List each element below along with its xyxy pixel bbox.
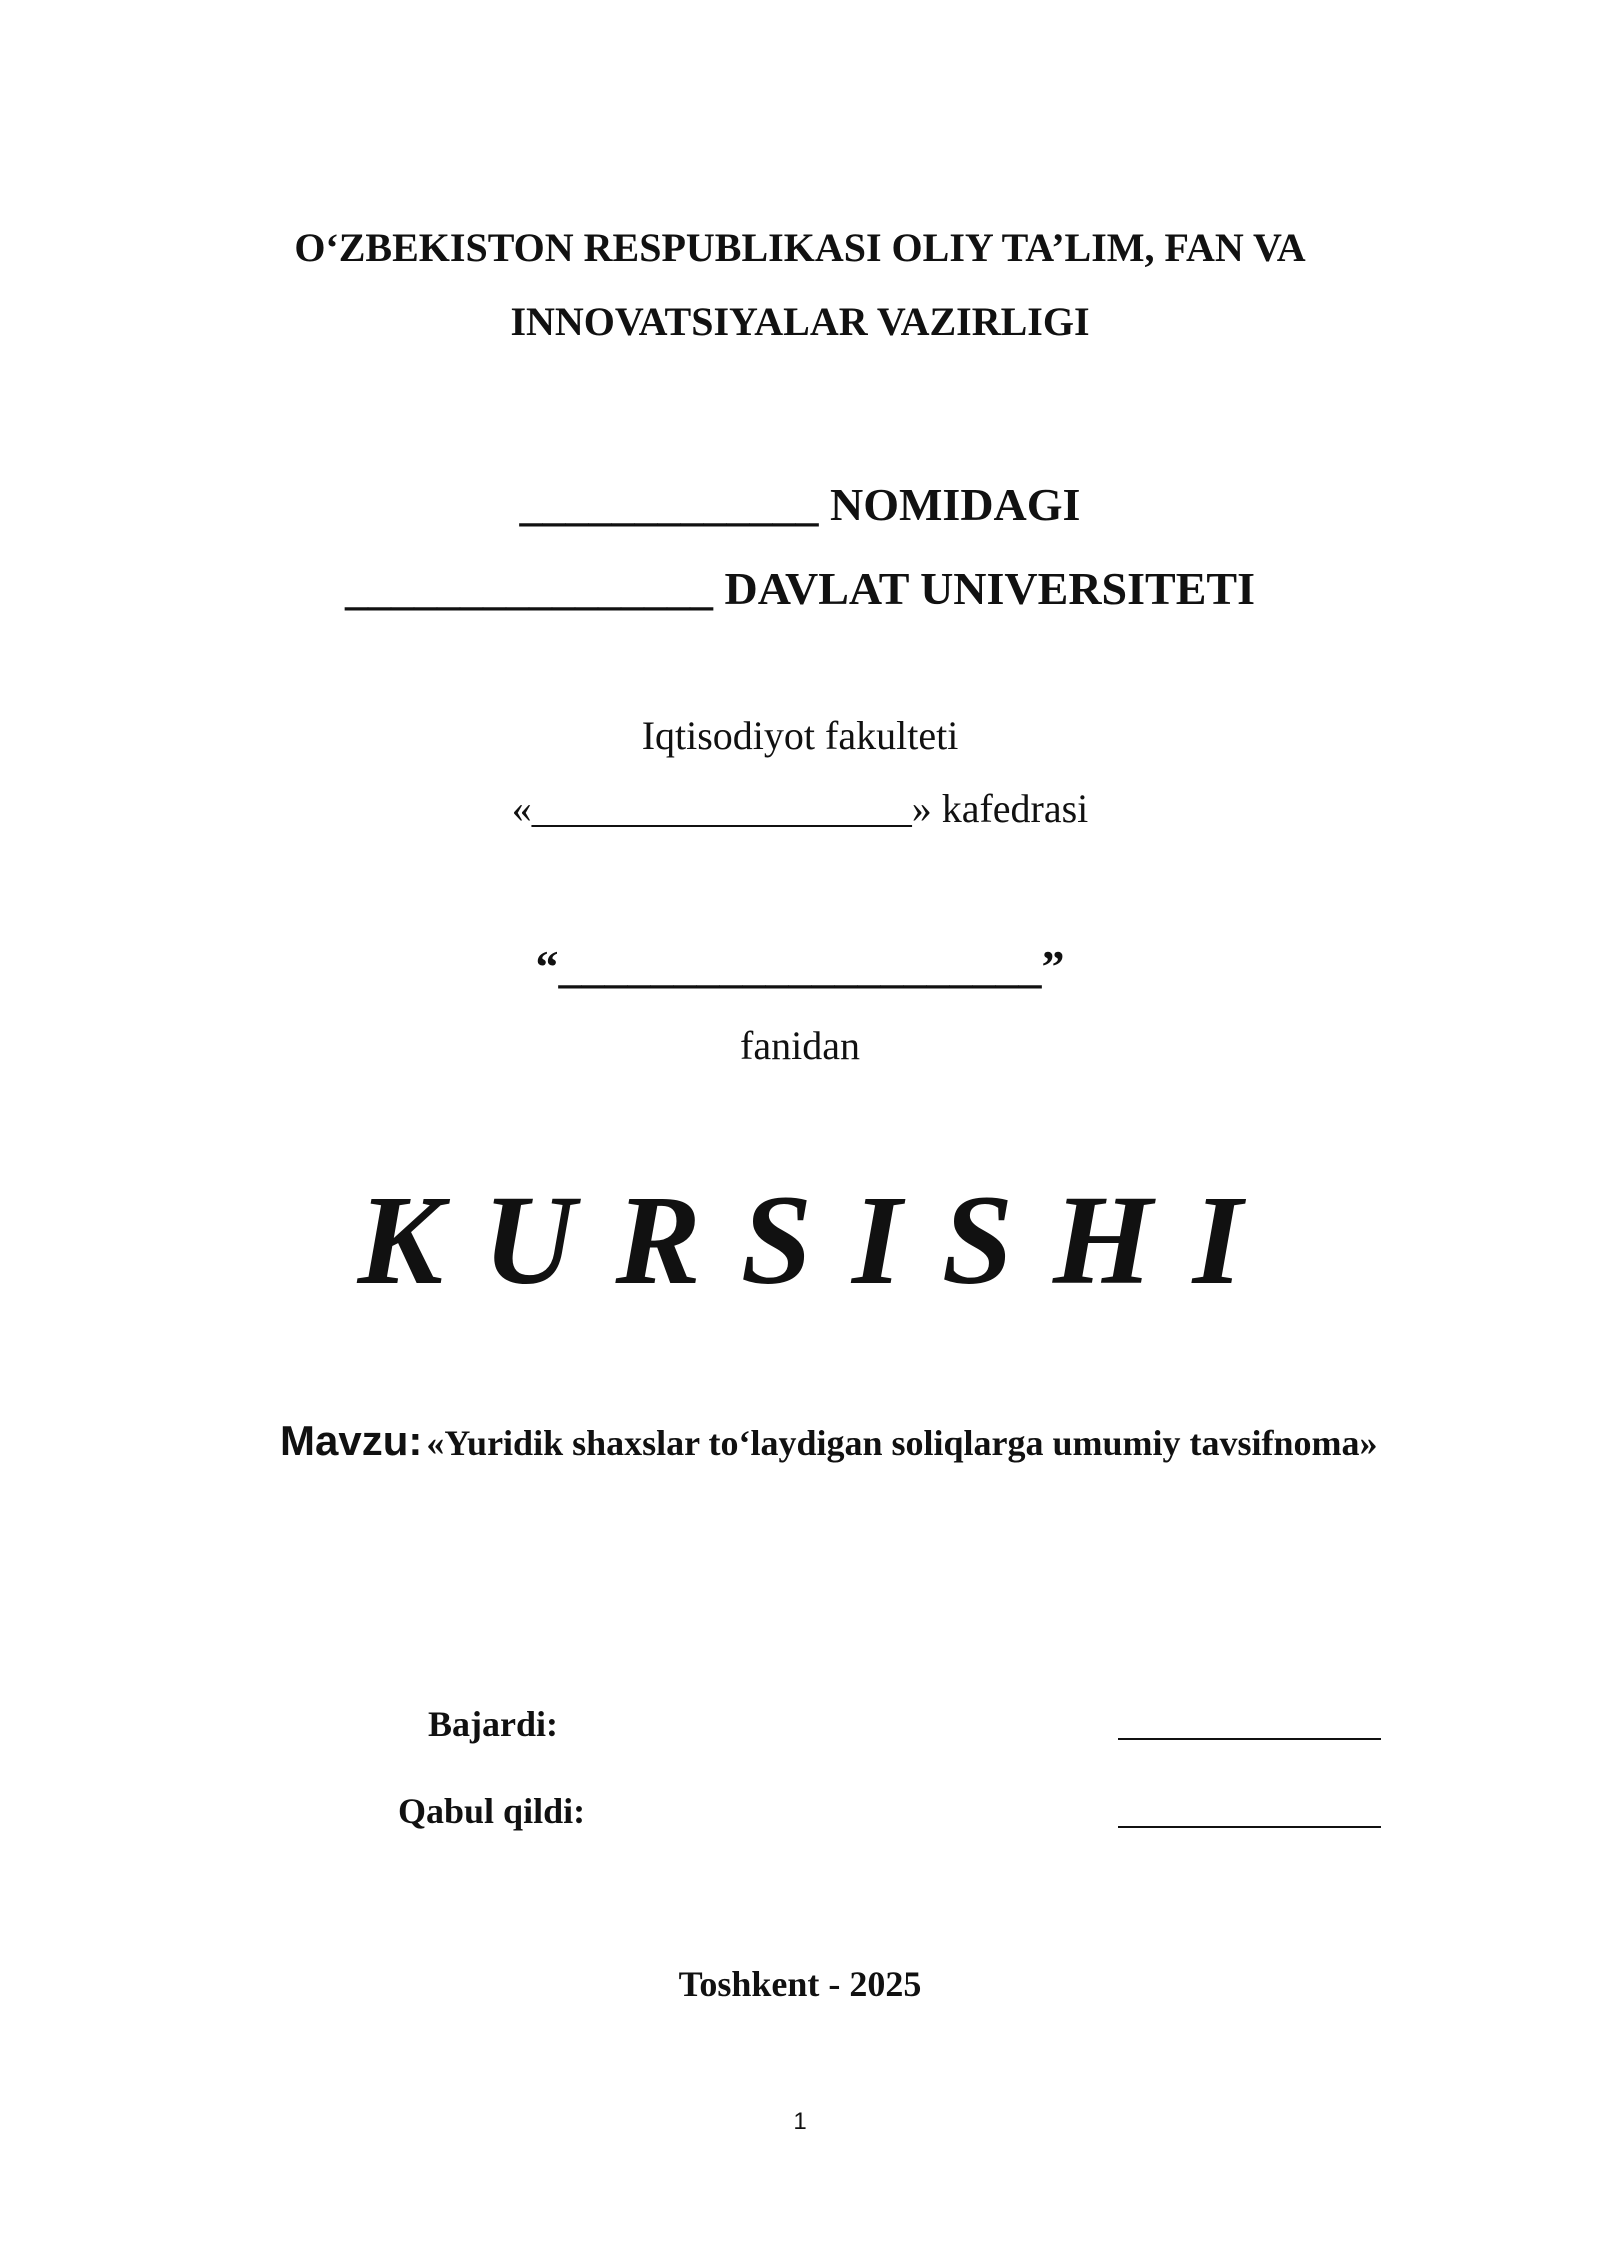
ministry-name-line-1: O‘ZBEKISTON RESPUBLIKASI OLIY TA’LIM, FAN VA bbox=[294, 225, 1306, 270]
university-name-line-1: _____________ NOMIDAGI bbox=[519, 479, 1081, 530]
page-number: 1 bbox=[793, 2108, 807, 2135]
university-name-line-2: ________________ DAVLAT UNIVERSITETI bbox=[345, 563, 1255, 614]
performed-by-signature-line bbox=[1118, 1738, 1381, 1740]
performed-by-label: Bajardi: bbox=[428, 1704, 558, 1744]
ministry-name-line-2: INNOVATSIYALAR VAZIRLIGI bbox=[510, 299, 1090, 344]
topic-label: Mavzu: bbox=[280, 1417, 423, 1464]
department-name: «___________________» kafedrasi bbox=[511, 786, 1089, 831]
topic bbox=[280, 1417, 1378, 1464]
topic-value: «Yuridik shaxslar to‘laydigan soliqlarga umumiy tavsifnoma» bbox=[426, 1423, 1378, 1463]
subject-blank: “_____________________” bbox=[535, 941, 1065, 992]
faculty-name: Iqtisodiyot fakulteti bbox=[641, 713, 959, 758]
document-title: KURSISHI bbox=[357, 1169, 1283, 1311]
accepted-by-signature-line bbox=[1118, 1826, 1381, 1828]
accepted-by-label: Qabul qildi: bbox=[398, 1791, 586, 1831]
subject-suffix: fanidan bbox=[740, 1023, 860, 1068]
city-year: Toshkent - 2025 bbox=[678, 1964, 922, 2004]
